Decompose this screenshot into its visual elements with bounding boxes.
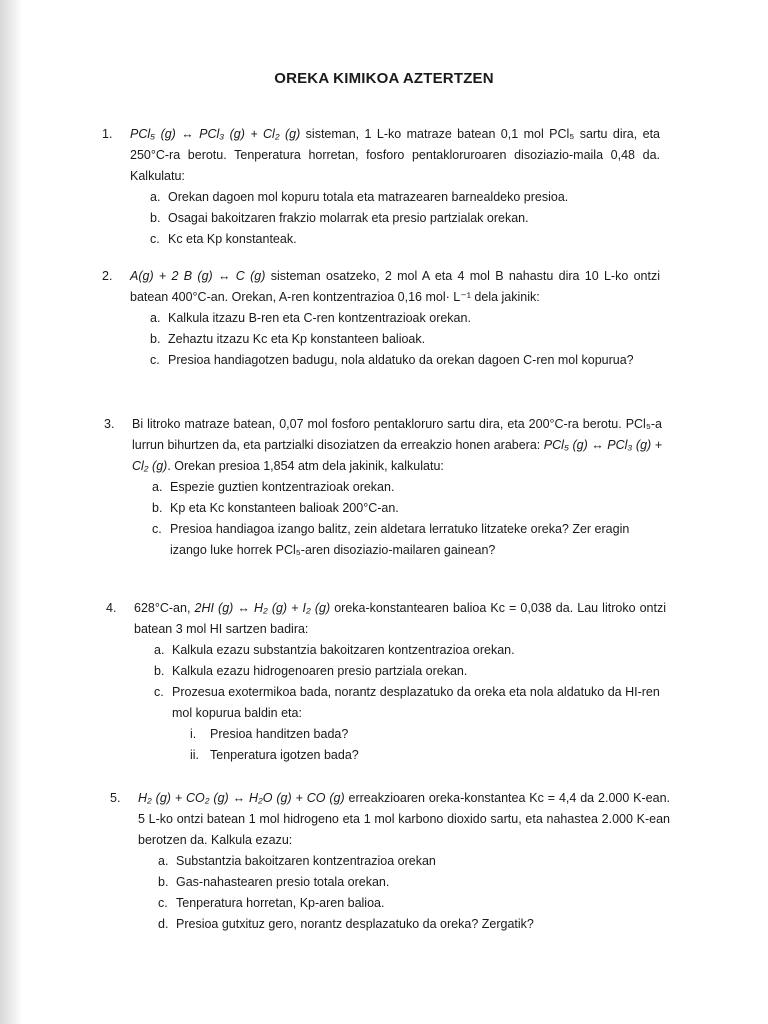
subquestion-text: Tenperatura horretan, Kp-aren balioa. xyxy=(176,896,385,910)
question-number: 3. xyxy=(104,417,115,431)
subquestion-label: b. xyxy=(150,211,161,225)
subquestion xyxy=(154,682,666,766)
subquestion-text: Kalkula itzazu B-ren eta C-ren kontzentrazioak orekan. xyxy=(168,311,471,325)
subquestion xyxy=(154,640,666,661)
equation: A(g) + 2 B (g) ↔ C (g) xyxy=(130,269,266,283)
subsubquestion xyxy=(190,745,666,766)
question-text xyxy=(132,414,662,477)
subquestion xyxy=(150,229,660,250)
subquestion-label: b. xyxy=(158,875,169,889)
subquestion xyxy=(150,308,660,329)
subquestion-label: a. xyxy=(150,311,161,325)
question-number: 4. xyxy=(106,601,117,615)
subquestion-label: c. xyxy=(152,522,162,536)
question-text-part: sisteman osatzeko, 2 mol A eta 4 mol B nahastu dira 10 L-ko ontzi batean 400°C-an. Orekan, A-ren kontzentrazioa 0,16 mol· L⁻¹ dela jakinik: xyxy=(130,269,660,304)
subsubquestion-text: Presioa handitzen bada? xyxy=(210,727,349,741)
equation: H₂ (g) + CO₂ (g) ↔ H₂O (g) + CO (g) xyxy=(138,791,345,805)
question-3 xyxy=(104,414,662,561)
subquestion-text: Presioa handiagoa izango balitz, zein aldetara lerratuko litzateke oreka? Zer eragin izango luke horrek PCl₅-aren disoziazio-mailaren gainean? xyxy=(170,522,630,557)
subquestion-label: d. xyxy=(158,917,169,931)
subquestion xyxy=(158,893,670,914)
subquestion-label: b. xyxy=(154,664,165,678)
subquestion-text: Kalkula ezazu hidrogenoaren presio partziala orekan. xyxy=(172,664,468,678)
subquestion-list xyxy=(150,187,660,250)
subquestion-list xyxy=(150,308,660,371)
question-1 xyxy=(102,124,660,250)
page-title: OREKA KIMIKOA AZTERTZEN xyxy=(274,70,494,87)
subquestion-label: a. xyxy=(154,643,165,657)
subquestion-text: Orekan dagoen mol kopuru totala eta matrazearen barnealdeko presioa. xyxy=(168,190,569,204)
subquestion-text: Presioa handiagotzen badugu, nola aldatuko da orekan dagoen C-ren mol kopurua? xyxy=(168,353,634,367)
subquestion xyxy=(154,661,666,682)
question-text-part: 628°C-an, xyxy=(134,601,195,615)
subsubquestion-label: ii. xyxy=(190,748,200,762)
question-number: 1. xyxy=(102,127,113,141)
subquestion-text: Kp eta Kc konstanteen balioak 200°C-an. xyxy=(170,501,399,515)
question-text xyxy=(130,266,660,308)
subquestion xyxy=(152,498,662,519)
subquestion xyxy=(150,350,660,371)
question-text xyxy=(138,788,670,851)
question-2 xyxy=(102,266,660,371)
equation: PCl₅ (g) ↔ PCl₃ (g) + Cl₂ (g) xyxy=(130,127,301,141)
subquestion-text: Presioa gutxituz gero, norantz desplazatuko da oreka? Zergatik? xyxy=(176,917,534,931)
subquestion-label: b. xyxy=(152,501,163,515)
question-text-part: sisteman, 1 L-ko matraze batean 0,1 mol PCl₅ sartu dira, eta 250°C-ra berotu. Tenperatura horretan, fosforo pentakloruroaren disoziazio-maila 0,48 da. Kalkulatu: xyxy=(130,127,660,183)
question-text xyxy=(134,598,666,640)
question-number: 5. xyxy=(110,791,121,805)
subquestion-text: Prozesua exotermikoa bada, norantz desplazatuko da oreka eta nola aldatuko da HI-ren mol kopurua baldin eta: xyxy=(172,685,660,720)
question-text-part: erreakzioaren oreka-konstantea Kc = 4,4 da 2.000 K-ean. 5 L-ko ontzi batean 1 mol hidrogeno eta 1 mol karbono dioxido sartu, eta nahastea 2.000 K-ean berotzen da. Kalkula ezazu: xyxy=(138,791,671,847)
question-4 xyxy=(106,598,666,766)
subquestion xyxy=(158,914,670,935)
subquestion-label: c. xyxy=(150,353,160,367)
subquestion-text: Espezie guztien kontzentrazioak orekan. xyxy=(170,480,395,494)
subquestion-text: Gas-nahastearen presio totala orekan. xyxy=(176,875,390,889)
subsubquestion-list xyxy=(190,724,666,766)
subquestion xyxy=(158,872,670,893)
equation: 2HI (g) ↔ H₂ (g) + I₂ (g) xyxy=(194,601,331,615)
equation: PCl₅ (g) ↔ PCl₃ (g) + Cl₂ (g) xyxy=(132,438,662,473)
subquestion-text: Zehaztu itzazu Kc eta Kp konstanteen balioak. xyxy=(168,332,426,346)
subquestion-label: a. xyxy=(150,190,161,204)
subquestion-list xyxy=(152,477,662,561)
question-text-part: Bi litroko matraze batean, 0,07 mol fosforo pentakloruro sartu dira, eta 200°C-ra berotu. PCl₅-a lurrun bihurtzen da, eta partzialki disoziatzen da erreakzio honen arabera: xyxy=(132,417,662,452)
subquestion xyxy=(150,208,660,229)
subquestion-label: b. xyxy=(150,332,161,346)
question-number: 2. xyxy=(102,269,113,283)
subsubquestion-text: Tenperatura igotzen bada? xyxy=(210,748,359,762)
subquestion xyxy=(152,477,662,498)
question-text xyxy=(130,124,660,187)
subsubquestion-label: i. xyxy=(190,727,197,741)
subquestion-text: Kalkula ezazu substantzia bakoitzaren kontzentrazioa orekan. xyxy=(172,643,515,657)
subquestion-text: Substantzia bakoitzaren kontzentrazioa orekan xyxy=(176,854,436,868)
subquestion-label: a. xyxy=(152,480,163,494)
subquestion-text: Kc eta Kp konstanteak. xyxy=(168,232,297,246)
subquestion-label: c. xyxy=(158,896,168,910)
subquestion xyxy=(150,329,660,350)
subsubquestion xyxy=(190,724,666,745)
subquestion-label: c. xyxy=(154,685,164,699)
subquestion-text: Osagai bakoitzaren frakzio molarrak eta presio partzialak orekan. xyxy=(168,211,529,225)
subquestion xyxy=(150,187,660,208)
subquestion-label: a. xyxy=(158,854,169,868)
subquestion-list xyxy=(154,640,666,766)
subquestion xyxy=(158,851,670,872)
subquestion-label: c. xyxy=(150,232,160,246)
subquestion xyxy=(152,519,662,561)
subquestion-list xyxy=(158,851,670,935)
question-text-part: oreka-konstantearen balioa Kc = 0,038 da. Lau litroko ontzi batean 3 mol HI sartzen badira: xyxy=(134,601,666,636)
question-5 xyxy=(110,788,670,935)
question-text-part: . Orekan presioa 1,854 atm dela jakinik, kalkulatu: xyxy=(167,459,444,473)
